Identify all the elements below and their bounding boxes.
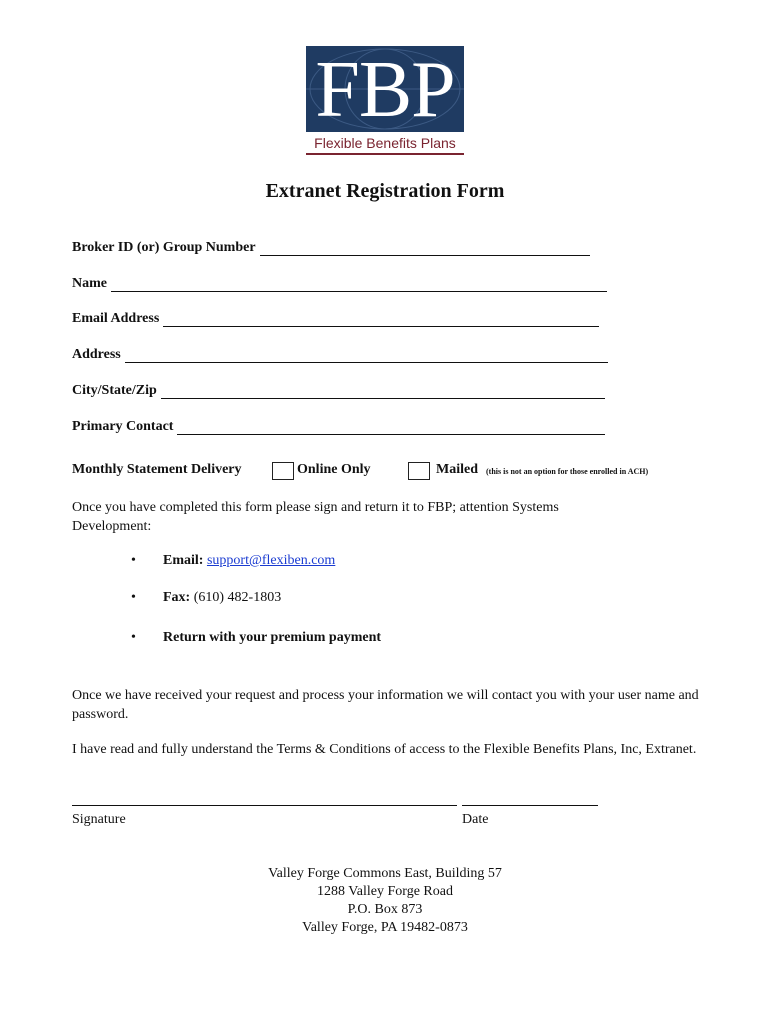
- form-title: Extranet Registration Form: [265, 180, 505, 202]
- return-bullet: [163, 630, 381, 646]
- logo-subtitle: Flexible Benefits Plans: [314, 135, 456, 151]
- return-bullet-text: Return with your premium payment: [163, 630, 382, 645]
- mailed-note: (this is not an option for those enrolled in ACH): [486, 467, 649, 476]
- contact-field[interactable]: [177, 420, 605, 435]
- address-line-1: Valley Forge Commons East, Building 57: [268, 866, 502, 881]
- broker-id-label: Broker ID (or) Group Number: [72, 240, 256, 255]
- city-row: [72, 383, 605, 399]
- fbp-logo: [306, 46, 464, 132]
- email-row: [72, 311, 599, 327]
- signature-line[interactable]: [72, 805, 457, 806]
- email-label: Email Address: [72, 311, 160, 326]
- signature-label: Signature: [72, 812, 126, 827]
- address-row: [72, 347, 608, 363]
- contact-note: Once we have received your request and process your information we will contact you with your user name and password.: [72, 688, 699, 722]
- online-only-label: Online Only: [297, 462, 371, 477]
- city-field[interactable]: [161, 384, 605, 399]
- logo-divider: [306, 153, 464, 155]
- date-label: Date: [462, 812, 489, 827]
- terms-text: I have read and fully understand the Terms & Conditions of access to the Flexible Benefits Plans, Inc, Extranet.: [72, 742, 697, 757]
- address-block: [0, 865, 770, 937]
- broker-id-row: [72, 240, 590, 256]
- address-field[interactable]: [125, 348, 608, 363]
- mailed-checkbox[interactable]: [408, 462, 430, 480]
- bullet-dot: •: [131, 590, 136, 605]
- date-line[interactable]: [462, 805, 598, 806]
- fax-bullet: [163, 590, 281, 606]
- name-label: Name: [72, 276, 107, 291]
- broker-id-field[interactable]: [260, 241, 590, 256]
- name-row: [72, 276, 607, 292]
- bullet-dot: •: [131, 553, 136, 568]
- address-line-2: 1288 Valley Forge Road: [317, 884, 453, 899]
- address-line-3: P.O. Box 873: [347, 902, 423, 917]
- name-field[interactable]: [111, 277, 607, 292]
- email-bullet: [163, 553, 335, 569]
- email-bullet-label: Email:: [163, 553, 204, 568]
- fax-number: (610) 482-1803: [193, 590, 282, 605]
- statement-row: [72, 462, 242, 478]
- mailed-label: Mailed: [436, 462, 478, 477]
- bullet-dot: •: [131, 630, 136, 645]
- logo-letters: FBP: [315, 46, 455, 132]
- statement-label: Monthly Statement Delivery: [72, 462, 242, 477]
- address-line-4: Valley Forge, PA 19482-0873: [302, 920, 468, 935]
- email-field[interactable]: [163, 312, 599, 327]
- contact-row: [72, 419, 605, 435]
- contact-label: Primary Contact: [72, 419, 174, 434]
- online-only-checkbox[interactable]: [272, 462, 294, 480]
- support-email-link[interactable]: support@flexiben.com: [206, 553, 336, 568]
- city-label: City/State/Zip: [72, 383, 157, 398]
- fax-bullet-label: Fax:: [163, 590, 191, 605]
- instructions-text: Once you have completed this form please sign and return it to FBP; attention Systems Development:: [72, 500, 559, 534]
- address-label: Address: [72, 347, 121, 362]
